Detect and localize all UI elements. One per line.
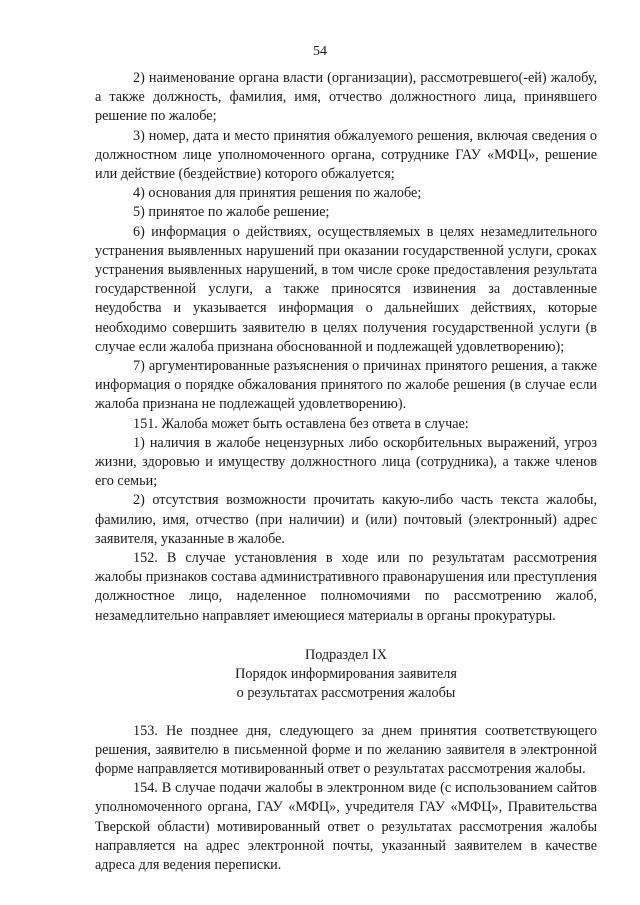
clause-153: 153. Не позднее дня, следующего за днем принятия соответствующего решения, заявителю в письменной форме и по желанию заявителя в электронной форме направляется мотивированный ответ о результатах рассмотрения жалобы. bbox=[95, 722, 597, 777]
page-number: 54 bbox=[313, 44, 327, 59]
subsection-heading bbox=[95, 646, 597, 704]
page-content bbox=[95, 69, 597, 875]
subsection-title-line-2: о результатах рассмотрения жалобы bbox=[236, 685, 456, 702]
subsection-label: Подраздел IX bbox=[304, 646, 387, 663]
clause-151: 151. Жалоба может быть оставлена без ответа в случае: bbox=[133, 415, 469, 432]
list-item-7: 7) аргументированные разъяснения о причинах принятого решения, а также информация о порядке обжалования принятого по жалобе решения (в случае если жалоба признана не подлежащей удовлетворению). bbox=[95, 358, 597, 413]
list-item-2: 2) наименование органа власти (организации), рассмотревшего(-ей) жалобу, а также должность, фамилия, имя, отчество должностного лица, принявшего решение по жалобе; bbox=[95, 70, 597, 125]
clause-151-item-2: 2) отсутствия возможности прочитать какую-либо часть текста жалобы, фамилию, имя, отчество (при наличии) и (или) почтовый (электронный) адрес заявителя, указанные в жалобе. bbox=[95, 492, 597, 547]
subsection-title-line-1: Порядок информирования заявителя bbox=[235, 666, 457, 683]
clause-151-item-1: 1) наличия в жалобе нецензурных либо оскорбительных выражений, угроз жизни, здоровью и имуществу должностного лица (сотрудника), а также членов его семьи; bbox=[95, 434, 597, 490]
list-item-4: 4) основания для принятия решения по жалобе; bbox=[133, 185, 422, 202]
clause-154: 154. В случае подачи жалобы в электронном виде (с использованием сайтов уполномоченного органа, ГАУ «МФЦ», учредителя ГАУ «МФЦ», Правительства Тверской области) мотивированный ответ о результатах рассмотрения жалобы направляется на адрес электронной почты, указанный заявителем в качестве адреса для ведения переписки. bbox=[95, 780, 597, 873]
list-item-6: 6) информация о действиях, осуществляемых в целях незамедлительного устранения выявленных нарушений при оказании государственной услуги, сроках устранения выявленных нарушений, в том числе сроке предоставления результата государственной услуги, а также приносятся извинения за доставленные неудобства и указывается информация о дальнейших действиях, которые необходимо совершить заявителю в целях получения государственной услуги (в случае если жалоба признана обоснованной и подлежащей удовлетворению); bbox=[95, 223, 597, 355]
list-item-3: 3) номер, дата и место принятия обжалуемого решения, включая сведения о должностном лице уполномоченного органа, сотруднике ГАУ «МФЦ», решение или действие (бездействие) которого обжалуется; bbox=[95, 127, 597, 183]
list-item-5: 5) принятое по жалобе решение; bbox=[133, 204, 330, 221]
clause-152: 152. В случае установления в ходе или по результатам рассмотрения жалобы признаков состава административного правонарушения или преступления должностное лицо, наделенное полномочиями по рассмотрению жалоб, незамедлительно направляет имеющиеся материалы в органы прокуратуры. bbox=[95, 550, 597, 624]
